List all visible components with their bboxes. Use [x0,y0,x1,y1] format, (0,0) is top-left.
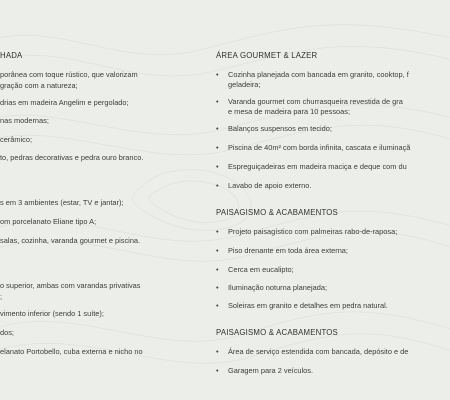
left-section-heading: HADA [0,51,23,60]
section-heading-gourmet-lazer: ÁREA GOURMET & LAZER [216,51,318,60]
left-line: s em 3 ambientes (estar, TV e jantar); [0,198,124,207]
list-item-text: Cerca em eucalipto; [228,265,294,274]
list-item-continuation: e mesa de madeira para 10 pessoas; [228,107,351,116]
bullet-icon: • [216,366,219,375]
left-line: drias em madeira Angelim e pergolado; [0,98,129,107]
left-line: salas, cozinha, varanda gourmet e piscina. [0,236,141,245]
left-line: porânea com toque rústico, que valorizam [0,70,138,79]
list-item-text: Varanda gourmet com churrasqueira revestida de gra [228,97,403,106]
list-item-text: Balanços suspensos em tecido; [228,124,332,133]
left-line: gração com a natureza; [0,81,78,90]
list-item-text: Espreguiçadeiras em madeira maciça e deque com du [228,162,407,171]
list-item-text: Projeto paisagístico com palmeiras rabo-de-raposa; [228,227,398,236]
left-line: om porcelanato Eliane tipo A; [0,217,97,226]
list-item-continuation: geladeira; [228,80,261,89]
bullet-icon: • [216,301,219,310]
section-heading-paisagismo: PAISAGISMO & ACABAMENTOS [216,208,338,217]
list-item [216,143,410,153]
list-item [216,70,409,80]
left-line: nas modernas; [0,116,49,125]
bullet-icon: • [216,124,219,133]
bullet-icon: • [216,181,219,190]
list-item [216,265,294,275]
list-item [216,162,407,172]
left-line: cerâmico; [0,135,33,144]
list-item [216,246,348,256]
left-line: ; [0,292,3,301]
bullet-icon: • [216,246,219,255]
list-item [216,347,408,357]
bullet-icon: • [216,143,219,152]
left-line: o superior, ambas com varandas privativas [0,281,141,290]
list-item [216,366,313,376]
bullet-icon: • [216,347,219,356]
left-line: vimento inferior (sendo 1 suíte); [0,309,104,318]
list-item-text: Lavabo de apoio externo. [228,181,312,190]
list-item [216,124,332,134]
section-heading-paisagismo-2: PAISAGISMO & ACABAMENTOS [216,328,338,337]
list-item [216,97,403,107]
list-item [216,283,327,293]
bullet-icon: • [216,283,219,292]
list-item-text: Garagem para 2 veículos. [228,366,314,375]
list-item-text: Área de serviço estendida com bancada, depósito e de [228,347,409,356]
list-item [216,301,388,311]
list-item-text: Cozinha planejada com bancada em granito, cooktop, f [228,70,409,79]
list-item-text: Piso drenante em toda área externa; [228,246,348,255]
left-line: to, pedras decorativas e pedra ouro branco. [0,153,144,162]
left-line: dos; [0,328,14,337]
bullet-icon: • [216,227,219,236]
bullet-icon: • [216,162,219,171]
bullet-icon: • [216,265,219,274]
list-item [216,227,397,237]
list-item-text: Iluminação noturna planejada; [228,283,328,292]
bullet-icon: • [216,97,219,106]
list-item-text: Piscina de 40m² com borda infinita, cascata e iluminaçã [228,143,411,152]
bullet-icon: • [216,70,219,79]
list-item [216,181,311,191]
list-item-text: Soleiras em granito e detalhes em pedra natural. [228,301,388,310]
left-line: elanato Portobello, cuba externa e nicho no [0,347,143,356]
